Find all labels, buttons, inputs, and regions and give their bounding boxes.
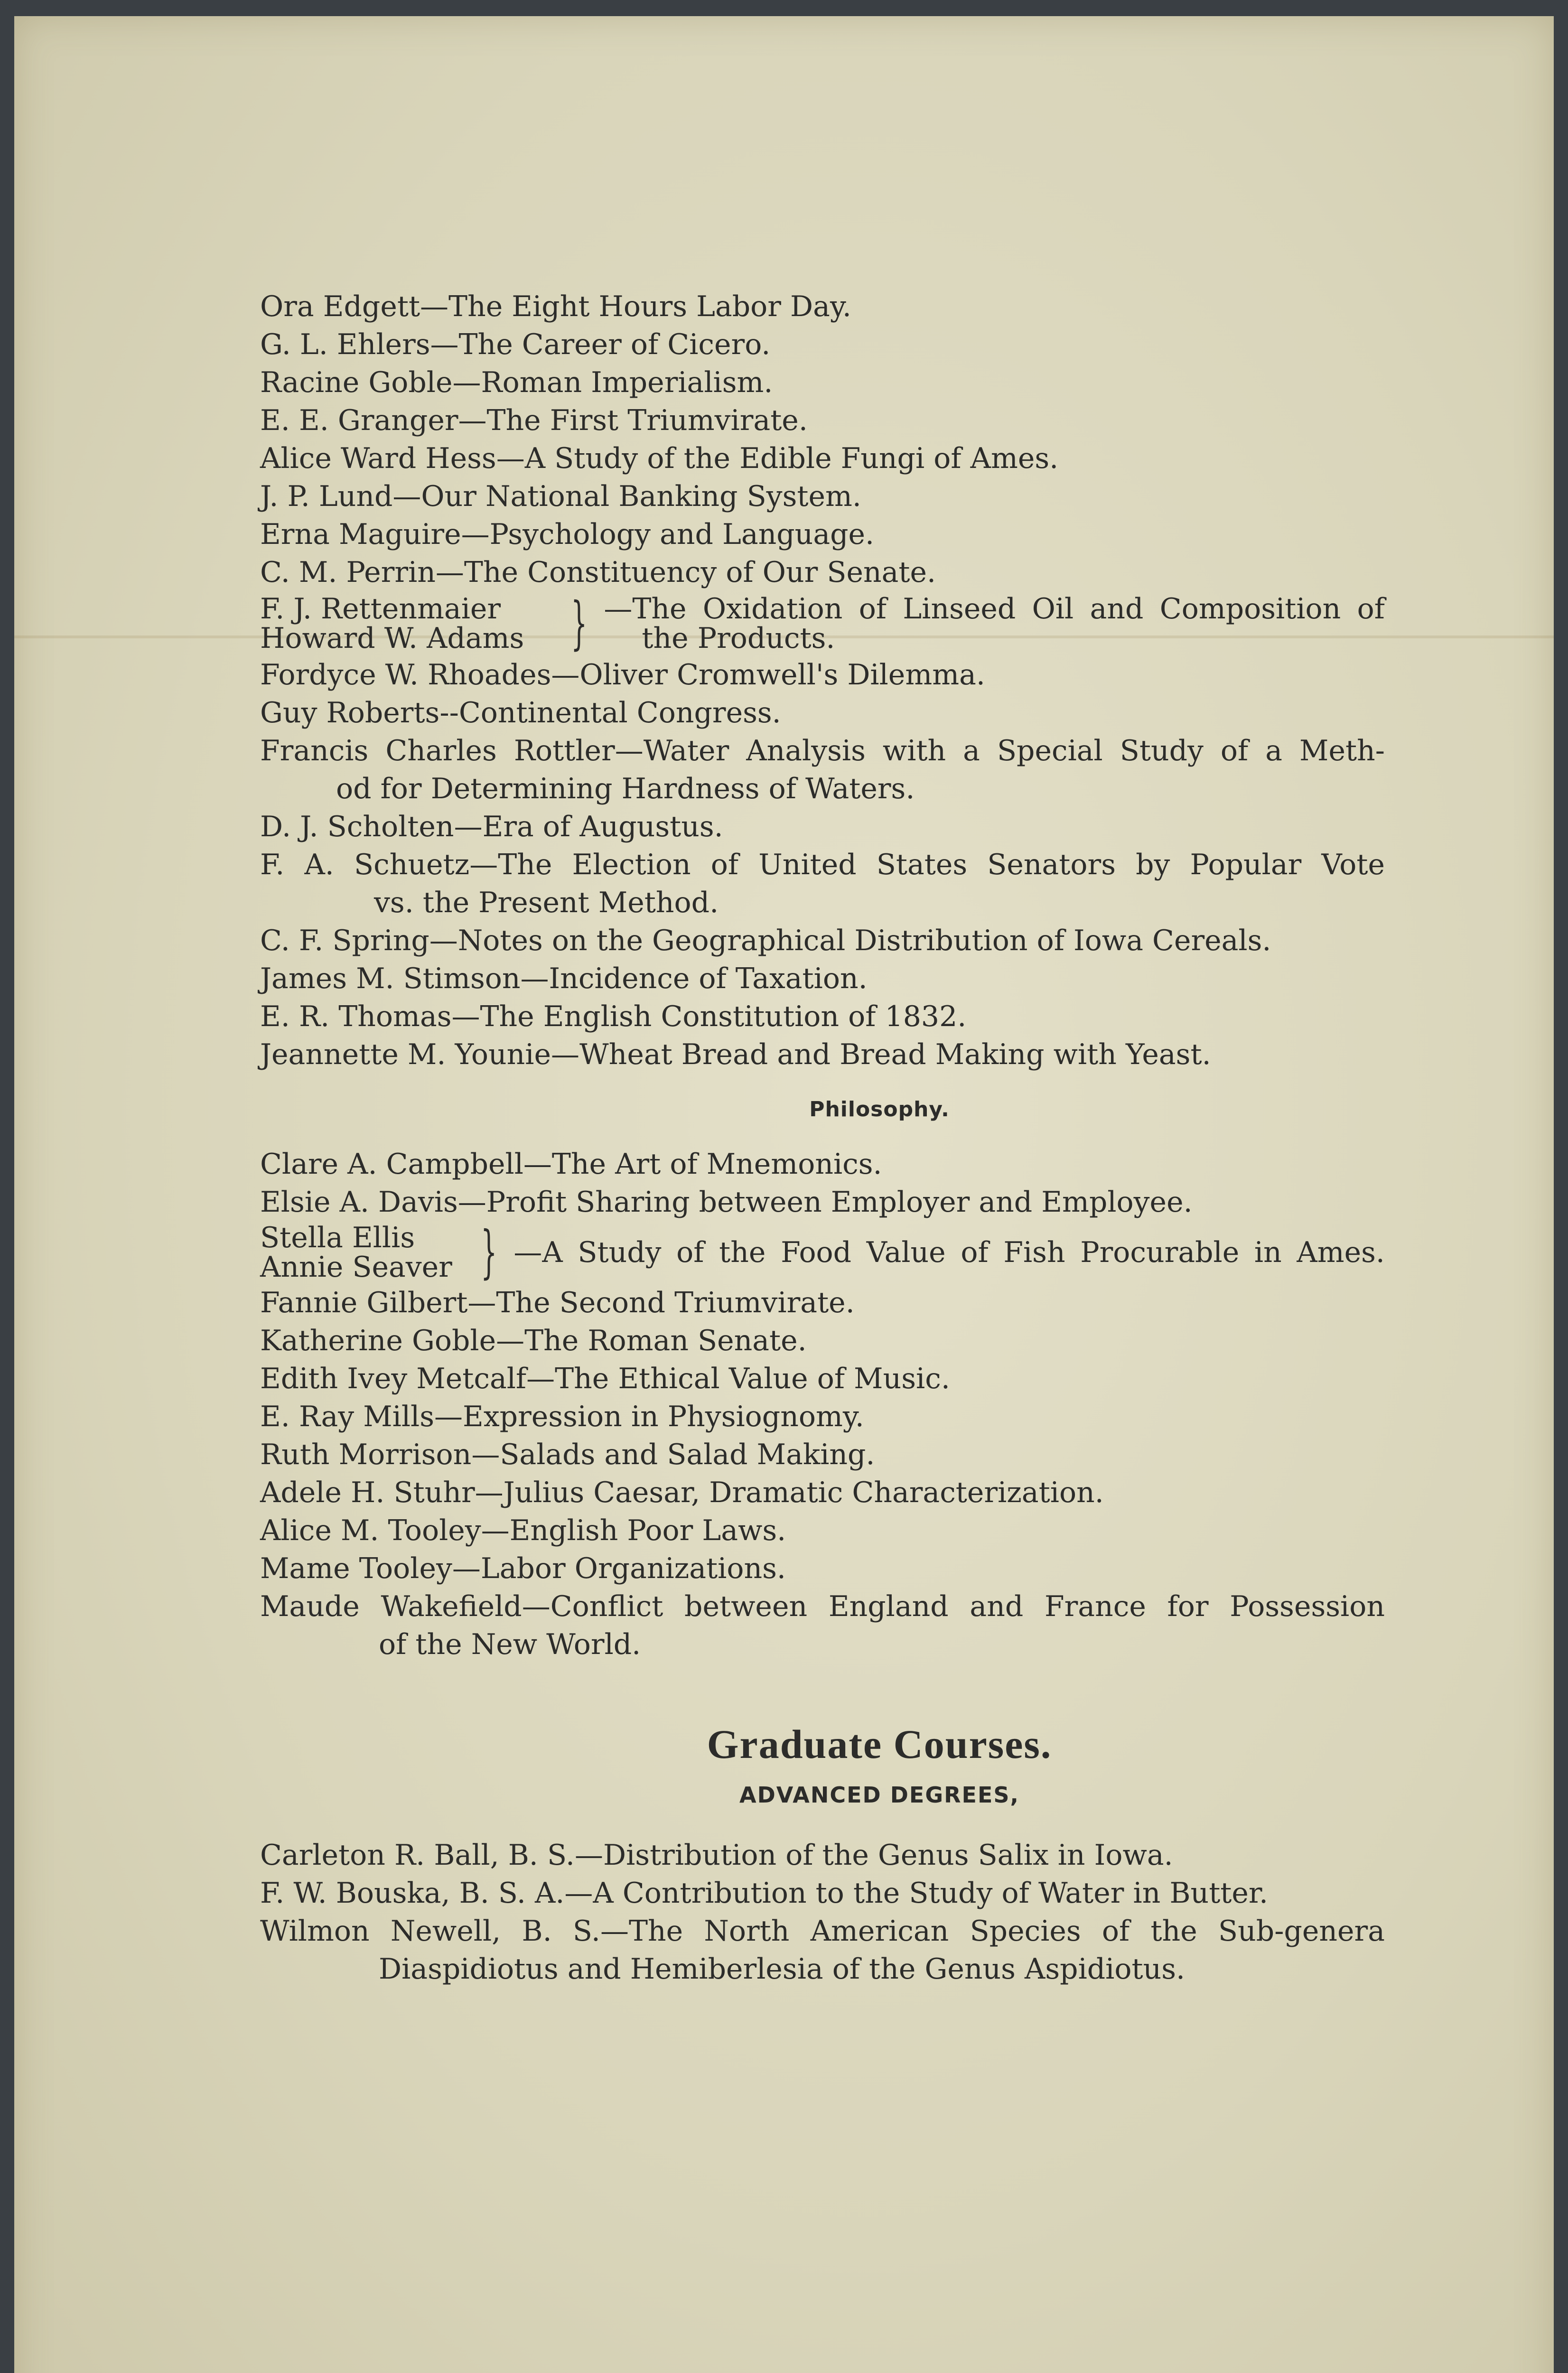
thesis-entry: James M. Stimson—Incidence of Taxation. (260, 962, 868, 995)
section-heading-philosophy: Philosophy. (809, 1097, 950, 1121)
thesis-entry: D. J. Scholten—Era of Augustus. (260, 810, 723, 843)
thesis-entry: Jeannette M. Younie—Wheat Bread and Bread Making with Yeast. (260, 1038, 1211, 1071)
thesis-entry: Alice M. Tooley—English Poor Laws. (260, 1514, 786, 1547)
thesis-entry-continued: od for Determining Hardness of Waters. (336, 772, 915, 805)
thesis-entry: E. R. Thomas—The English Constitution of 1832. (260, 1000, 967, 1033)
thesis-entry: Elsie A. Davis—Profit Sharing between Employer and Employee. (260, 1186, 1193, 1219)
thesis-entry: Erna Maguire—Psychology and Language. (260, 518, 875, 551)
thesis-title: the Products. (642, 622, 835, 655)
brace-icon: } (570, 590, 588, 656)
thesis-entry: Carleton R. Ball, B. S.—Distribution of the Genus Salix in Iowa. (260, 1839, 1173, 1872)
thesis-entry: Edith Ivey Metcalf—The Ethical Value of Music. (260, 1362, 950, 1395)
thesis-entry: Alice Ward Hess—A Study of the Edible Fungi of Ames. (260, 442, 1059, 475)
thesis-entry-continued: vs. the Present Method. (374, 886, 719, 919)
thesis-entry-continued: of the New World. (379, 1628, 641, 1661)
thesis-entry: E. E. Granger—The First Triumvirate. (260, 404, 808, 437)
author-name: Annie Seaver (260, 1251, 452, 1284)
thesis-entry-continued: Diaspidiotus and Hemiberlesia of the Genus Aspidiotus. (379, 1953, 1185, 1986)
joint-thesis-entry (260, 590, 1385, 656)
thesis-line: Francis Charles Rottler—Water Analysis with a Special Study of a Meth- (260, 734, 1385, 767)
thesis-entry: Clare A. Campbell—The Art of Mnemonics. (260, 1148, 882, 1181)
author-name: F. J. Rettenmaier (260, 592, 501, 626)
thesis-entry: Fordyce W. Rhoades—Oliver Cromwell's Dilemma. (260, 658, 985, 691)
advanced-degrees-heading: ADVANCED DEGREES, (739, 1782, 1019, 1808)
thesis-title: —A Study of the Food Value of Fish Procurable in Ames. (513, 1236, 1385, 1269)
thesis-entry (260, 1588, 1385, 1626)
thesis-entry: C. M. Perrin—The Constituency of Our Senate. (260, 556, 936, 589)
thesis-line: Maude Wakefield—Conflict between England and France for Possession (260, 1590, 1385, 1623)
thesis-entry (260, 732, 1385, 770)
document-content (260, 288, 1385, 1988)
thesis-entry: Ruth Morrison—Salads and Salad Making. (260, 1438, 875, 1471)
author-name: Howard W. Adams (260, 622, 524, 655)
author-name: Stella Ellis (260, 1221, 415, 1254)
thesis-entry: J. P. Lund—Our National Banking System. (260, 480, 861, 513)
thesis-entry: F. W. Bouska, B. S. A.—A Contribution to the Study of Water in Butter. (260, 1877, 1269, 1910)
thesis-entry: Katherine Goble—The Roman Senate. (260, 1324, 807, 1357)
thesis-entry: Mame Tooley—Labor Organizations. (260, 1552, 786, 1585)
graduate-courses-heading: Graduate Courses. (707, 1721, 1052, 1767)
thesis-entry (260, 1912, 1385, 1950)
thesis-entry: E. Ray Mills—Expression in Physiognomy. (260, 1400, 864, 1433)
paper-page (14, 16, 1554, 2373)
thesis-entry: G. L. Ehlers—The Career of Cicero. (260, 328, 771, 361)
thesis-entry (260, 846, 1385, 884)
thesis-entry: Guy Roberts--Continental Congress. (260, 696, 781, 729)
thesis-title: —The Oxidation of Linseed Oil and Composition of (604, 592, 1385, 626)
brace-icon: } (480, 1219, 497, 1285)
thesis-entry: Racine Goble—Roman Imperialism. (260, 366, 773, 399)
thesis-entry: Ora Edgett—The Eight Hours Labor Day. (260, 290, 851, 323)
thesis-entry: C. F. Spring—Notes on the Geographical Distribution of Iowa Cereals. (260, 924, 1271, 957)
joint-thesis-entry (260, 1219, 1385, 1285)
thesis-line: F. A. Schuetz—The Election of United States Senators by Popular Vote (260, 848, 1385, 881)
thesis-entry: Adele H. Stuhr—Julius Caesar, Dramatic Characterization. (260, 1476, 1104, 1509)
thesis-entry: Fannie Gilbert—The Second Triumvirate. (260, 1286, 855, 1319)
thesis-line: Wilmon Newell, B. S.—The North American Species of the Sub-genera (260, 1915, 1385, 1948)
